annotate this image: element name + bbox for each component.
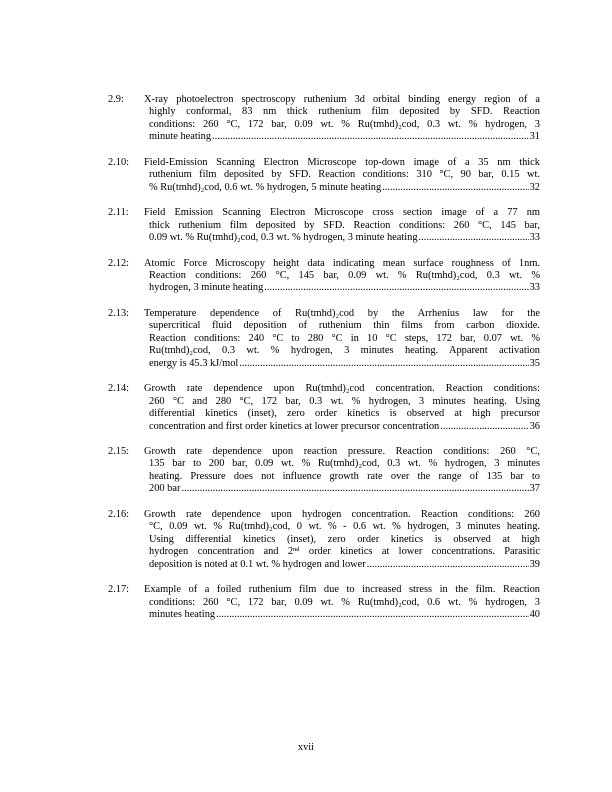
caption-line: 0.09 wt. % Ru(tmhd)₂cod, 0.3 wt. % hydrogen, 3 minute heating: [149, 232, 418, 244]
caption-line: Reaction conditions: 240 °C to 280 °C in 10 °C steps, 172 bar, 0.07 wt. %: [149, 332, 540, 344]
figure-caption: [144, 308, 540, 370]
caption-line: conditions: 260 °C, 172 bar, 0.09 wt. % Ru(tmhd)₂cod, 0.3 wt. % hydrogen, 3: [149, 118, 540, 130]
page-ref: 33: [529, 232, 540, 244]
dot-leader: [216, 609, 529, 621]
caption-line: heating. Pressure does not influence growth rate over the range of 135 bar to: [149, 470, 540, 482]
caption-last-line: [144, 182, 540, 194]
caption-line: concentration and first order kinetics at lower precursor concentration: [149, 420, 440, 432]
caption-last-line: [144, 483, 540, 495]
caption-last-line: [144, 609, 540, 621]
page-ref: 39: [529, 558, 540, 570]
figure-number: 2.16:: [108, 508, 130, 520]
caption-line: Growth rate dependence upon hydrogen concentration. Reaction conditions: 260: [144, 508, 540, 520]
dot-leader: [382, 182, 528, 194]
figure-entry: [108, 94, 540, 144]
caption-line: Atomic Force Microscopy height data indicating mean surface roughness of 1nm.: [144, 257, 540, 269]
caption-line: % Ru(tmhd)₂cod, 0.6 wt. % hydrogen, 5 minute heating: [149, 181, 382, 193]
dot-leader: [212, 131, 529, 143]
figure-caption: [144, 207, 540, 244]
dot-leader: [419, 232, 529, 244]
figure-caption: [144, 383, 540, 433]
figure-number: 2.9:: [108, 94, 124, 105]
page-ref: 35: [529, 357, 540, 369]
caption-line: 135 bar to 200 bar, 0.09 wt. % Ru(tmhd)₂cod, 0.3 wt. % hydrogen, 3 minutes: [149, 458, 540, 470]
list-of-figures: [108, 94, 540, 634]
caption-line: Reaction conditions: 260 °C, 145 bar, 0.09 wt. % Ru(tmhd)₂cod, 0.3 wt. %: [149, 269, 540, 281]
figure-entry: [108, 157, 540, 194]
figure-caption: [144, 94, 540, 144]
caption-line: highly conformal, 83 nm thick ruthenium film deposited by SFD. Reaction: [149, 106, 540, 118]
figure-entry: [108, 207, 540, 244]
figure-entry: [108, 584, 540, 621]
caption-line: Temperature dependence of Ru(tmhd)₂cod by the Arrhenius law for the: [144, 307, 540, 319]
caption-line: Growth rate dependence upon Ru(tmhd)₂cod concentration. Reaction conditions:: [144, 383, 540, 395]
page-ref: 31: [529, 131, 540, 143]
figure-caption: [144, 157, 540, 194]
figure-caption: [144, 446, 540, 496]
caption-line: °C, 0.09 wt. % Ru(tmhd)₂cod, 0 wt. % - 0.6 wt. % hydrogen, 3 minutes heating.: [149, 521, 540, 533]
page-ref: 36: [529, 420, 540, 432]
caption-line: Field-Emission Scanning Electron Microscope top-down image of a 35 nm thick: [144, 156, 540, 168]
caption-line: X-ray photoelectron spectroscopy ruthenium 3d orbital binding energy region of a: [144, 94, 540, 105]
caption-last-line: [144, 232, 540, 244]
figure-caption: [144, 584, 540, 621]
figure-number: 2.14:: [108, 383, 130, 395]
caption-last-line: [144, 559, 540, 571]
caption-last-line: [144, 131, 540, 143]
caption-line: Example of a foiled ruthenium film due to increased stress in the film. Reaction: [144, 584, 540, 596]
caption-line: hydrogen concentration and 2ⁿᵈ order kinetics at lower concentrations. Parasitic: [149, 546, 540, 558]
caption-line: minute heating: [149, 131, 212, 143]
figure-entry: [108, 509, 540, 571]
figure-entry: [108, 446, 540, 496]
dot-leader: [367, 559, 529, 571]
caption-last-line: [144, 358, 540, 370]
page-ref: 40: [529, 608, 540, 620]
caption-line: energy is 45.3 kJ/mol: [149, 357, 239, 369]
caption-line: 200 bar: [149, 483, 181, 495]
figure-caption: [144, 509, 540, 571]
figure-number: 2.15:: [108, 445, 130, 457]
caption-line: thick ruthenium film deposited by SFD. Reaction conditions: 260 °C, 145 bar,: [149, 219, 540, 231]
dot-leader: [264, 282, 528, 294]
figure-entry: [108, 308, 540, 370]
figure-number: 2.10:: [108, 156, 130, 168]
caption-line: hydrogen, 3 minute heating: [149, 282, 264, 294]
dot-leader: [181, 483, 528, 495]
figure-number: 2.17:: [108, 584, 130, 596]
page-ref: 37: [529, 483, 540, 495]
caption-line: conditions: 260 °C, 172 bar, 0.09 wt. % Ru(tmhd)₂cod, 0.6 wt. % hydrogen, 3: [149, 596, 540, 608]
caption-line: Growth rate dependence upon reaction pressure. Reaction conditions: 260 °C,: [144, 445, 540, 457]
figure-number: 2.13:: [108, 307, 130, 319]
caption-line: 260 °C and 280 °C, 172 bar, 0.3 wt. % hydrogen, 3 minutes heating. Using: [149, 395, 540, 407]
caption-last-line: [144, 421, 540, 433]
figure-entry: [108, 383, 540, 433]
dot-leader: [440, 421, 528, 433]
caption-line: minutes heating: [149, 608, 216, 620]
page-number: xvii: [297, 742, 315, 753]
dot-leader: [239, 358, 528, 370]
caption-line: Ru(tmhd)₂cod, 0.3 wt. % hydrogen, 3 minutes heating. Apparent activation: [149, 345, 540, 357]
caption-line: deposition is noted at 0.1 wt. % hydrogen and lower: [149, 558, 366, 570]
caption-line: Field Emission Scanning Electron Microscope cross section image of a 77 nm: [144, 207, 540, 219]
figure-entry: [108, 258, 540, 295]
caption-line: supercritical fluid deposition of ruthenium thin films from carbon dioxide.: [149, 320, 540, 332]
caption-line: differential kinetics (inset), zero order kinetics is observed at high precursor: [149, 408, 540, 420]
caption-line: Using differential kinetics (inset), zero order kinetics is observed at high: [149, 533, 540, 545]
page-ref: 33: [529, 282, 540, 294]
page-ref: 32: [529, 181, 540, 193]
caption-line: ruthenium film deposited by SFD. Reaction conditions: 310 °C, 90 bar, 0.15 wt.: [149, 169, 540, 181]
figure-number: 2.11:: [108, 207, 129, 219]
caption-last-line: [144, 282, 540, 294]
figure-number: 2.12:: [108, 257, 130, 269]
figure-caption: [144, 258, 540, 295]
